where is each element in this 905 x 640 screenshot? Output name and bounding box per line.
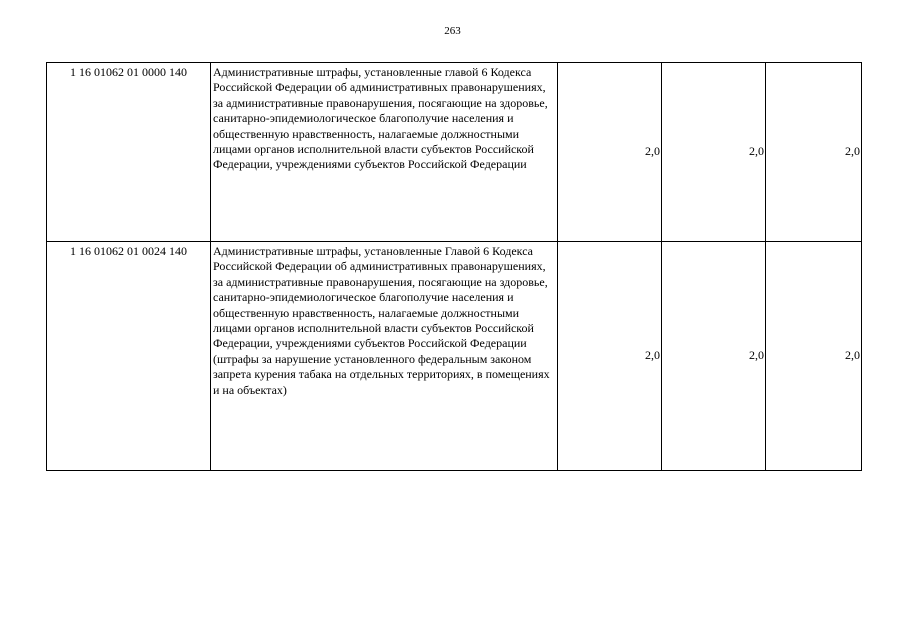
page-number: 263 <box>444 25 461 37</box>
table-row <box>47 63 862 242</box>
income-name-cell: Административные штрафы, установленные Главой 6 Кодекса Российской Федерации об административных правонарушениях, за административные правонарушения, посягающие на здоровье, санитарно-эпидемиологическое благополучие населения и общественную нравственность, налагаемые должностными лицами органов исполнительной власти субъектов Российской Федерации, учреждениями субъектов Российской Федерации (штрафы за нарушение установленного федеральным законом запрета курения табака на отдельных территориях, в помещениях и на объектах) <box>211 242 558 471</box>
income-name-cell: Административные штрафы, установленные главой 6 Кодекса Российской Федерации об административных правонарушениях, за административные правонарушения, посягающие на здоровье, санитарно-эпидемиологическое благополучие населения и общественную нравственность, налагаемые должностными лицами органов исполнительной власти субъектов Российской Федерации, учреждениями субъектов Российской Федерации <box>211 63 558 242</box>
value-cell-year-1: 2,0 <box>558 242 662 471</box>
value-cell-year-3: 2,0 <box>766 242 862 471</box>
table-row <box>47 242 862 471</box>
value-cell-year-3: 2,0 <box>766 63 862 242</box>
budget-code-cell: 1 16 01062 01 0000 140 <box>47 63 211 242</box>
value-cell-year-1: 2,0 <box>558 63 662 242</box>
budget-table <box>46 62 862 471</box>
value-cell-year-2: 2,0 <box>662 242 766 471</box>
value-cell-year-2: 2,0 <box>662 63 766 242</box>
budget-code-cell: 1 16 01062 01 0024 140 <box>47 242 211 471</box>
